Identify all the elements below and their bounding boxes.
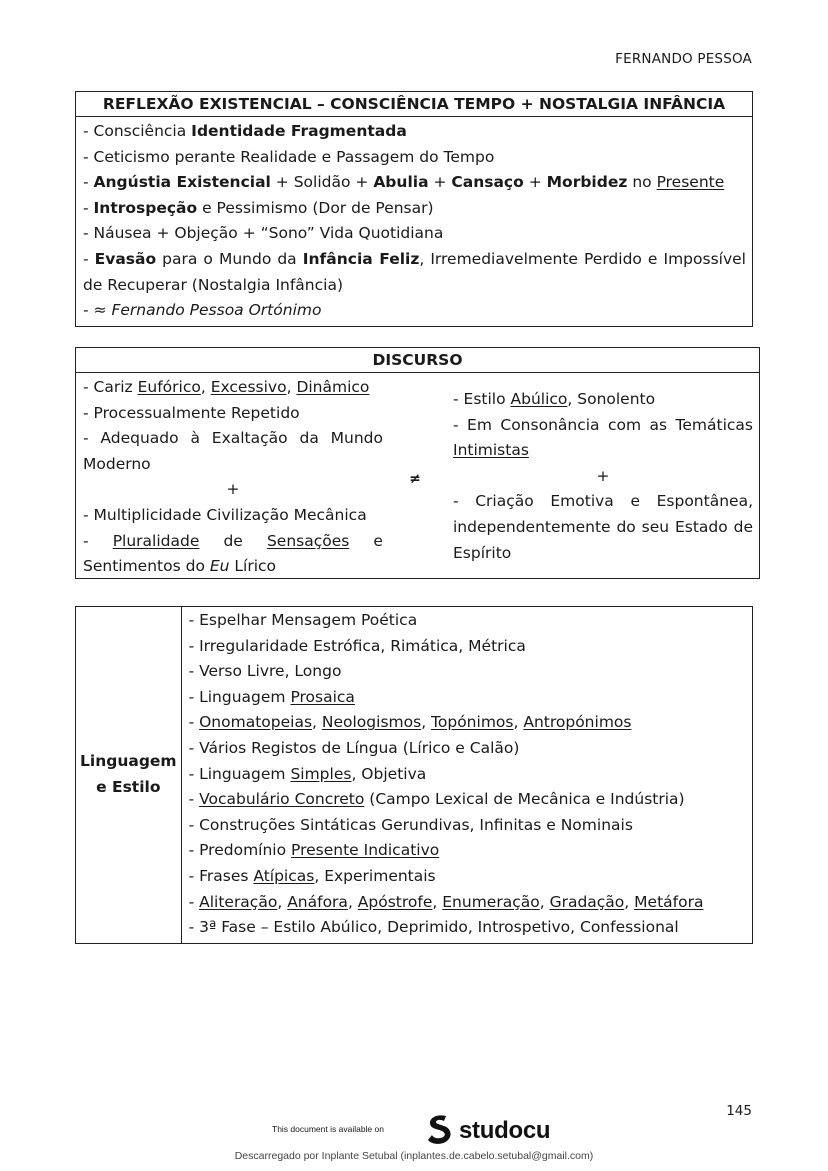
list-item: - Irregularidade Estrófica, Rimática, Métrica <box>188 636 526 655</box>
table-discurso <box>75 347 760 579</box>
plus-sign: + <box>596 466 610 485</box>
list-item: - Linguagem Prosaica <box>188 687 355 706</box>
page-number: 145 <box>726 1103 752 1119</box>
studocu-logo[interactable] <box>424 1112 550 1150</box>
list-item: - Predomínio Presente Indicativo <box>188 841 440 860</box>
table2-title: DISCURSO <box>76 348 760 373</box>
list-item-continuation: Sentimentos do Eu Lírico <box>83 557 277 576</box>
table-reflexao-existencial <box>75 91 753 327</box>
discurso-right-column <box>441 373 759 578</box>
download-notice: Descarregado por Inplante Setubal (inplantes.de.cabelo.setubal@gmail.com) <box>234 1150 594 1162</box>
list-item: - Vários Registos de Língua (Lírico e Calão) <box>188 738 520 757</box>
table1-body <box>76 117 753 327</box>
list-item: - Náusea + Objeção + “Sono” Vida Quotidiana <box>83 224 444 243</box>
not-equal-symbol: ≠ <box>409 470 421 487</box>
linguagem-list <box>181 607 752 944</box>
list-item: - Angústia Existencial + Solidão + Abulia + Cansaço + Morbidez no Presente <box>83 173 725 192</box>
table-linguagem-estilo <box>75 606 753 944</box>
list-item: - Adequado à Exaltação da Mundo Moderno <box>83 429 383 473</box>
studocu-logo-icon <box>424 1112 456 1150</box>
list-item: - Em Consonância com as Temáticas Intimistas <box>453 415 753 460</box>
list-item: - Aliteração, Anáfora, Apóstrofe, Enumeração, Gradação, Metáfora <box>188 892 704 911</box>
row-label: Linguagem e Estilo <box>76 607 182 944</box>
list-item: - Construções Sintáticas Gerundivas, Infinitas e Nominais <box>188 815 633 834</box>
list-item: - Onomatopeias, Neologismos, Topónimos, Antropónimos <box>188 713 632 732</box>
list-item: - Pluralidade de Sensações e <box>83 531 383 550</box>
list-item: - Estilo Abúlico, Sonolento <box>453 390 656 408</box>
list-item: - Multiplicidade Civilização Mecânica <box>83 505 367 524</box>
list-item: - Processualmente Repetido <box>83 403 300 422</box>
available-on-text: This document is available on <box>272 1124 384 1134</box>
list-item: - Frases Atípicas, Experimentais <box>188 866 436 885</box>
discurso-left-column <box>76 373 389 578</box>
list-item: - Ceticismo perante Realidade e Passagem do Tempo <box>83 147 495 166</box>
plus-sign: + <box>226 480 240 499</box>
list-item: - Cariz Eufórico, Excessivo, Dinâmico <box>83 378 370 396</box>
list-item: - Verso Livre, Longo <box>188 662 342 681</box>
list-item: - Espelhar Mensagem Poética <box>188 611 418 629</box>
table1-title: REFLEXÃO EXISTENCIAL – CONSCIÊNCIA TEMPO + NOSTALGIA INFÂNCIA <box>76 92 753 117</box>
list-item: - Evasão para o Mundo da Infância Feliz, Irremediavelmente Perdido e Impossível de Recuperar (Nostalgia Infância) <box>83 249 746 294</box>
list-item: - Criação Emotiva e Espontânea, independentemente do seu Estado de Espírito <box>453 492 753 562</box>
list-item: - 3ª Fase – Estilo Abúlico, Deprimido, Introspetivo, Confessional <box>188 918 679 937</box>
list-item: - Linguagem Simples, Objetiva <box>188 764 427 783</box>
list-item: - Vocabulário Concreto (Campo Lexical de Mecânica e Indústria) <box>188 790 685 809</box>
running-header: FERNANDO PESSOA <box>615 51 752 67</box>
list-item: - Introspeção e Pessimismo (Dor de Pensar) <box>83 198 434 217</box>
studocu-logo-text: studocu <box>459 1117 551 1144</box>
list-item: - ≈ Fernando Pessoa Ortónimo <box>83 301 322 320</box>
list-item: - Consciência Identidade Fragmentada <box>83 122 407 140</box>
